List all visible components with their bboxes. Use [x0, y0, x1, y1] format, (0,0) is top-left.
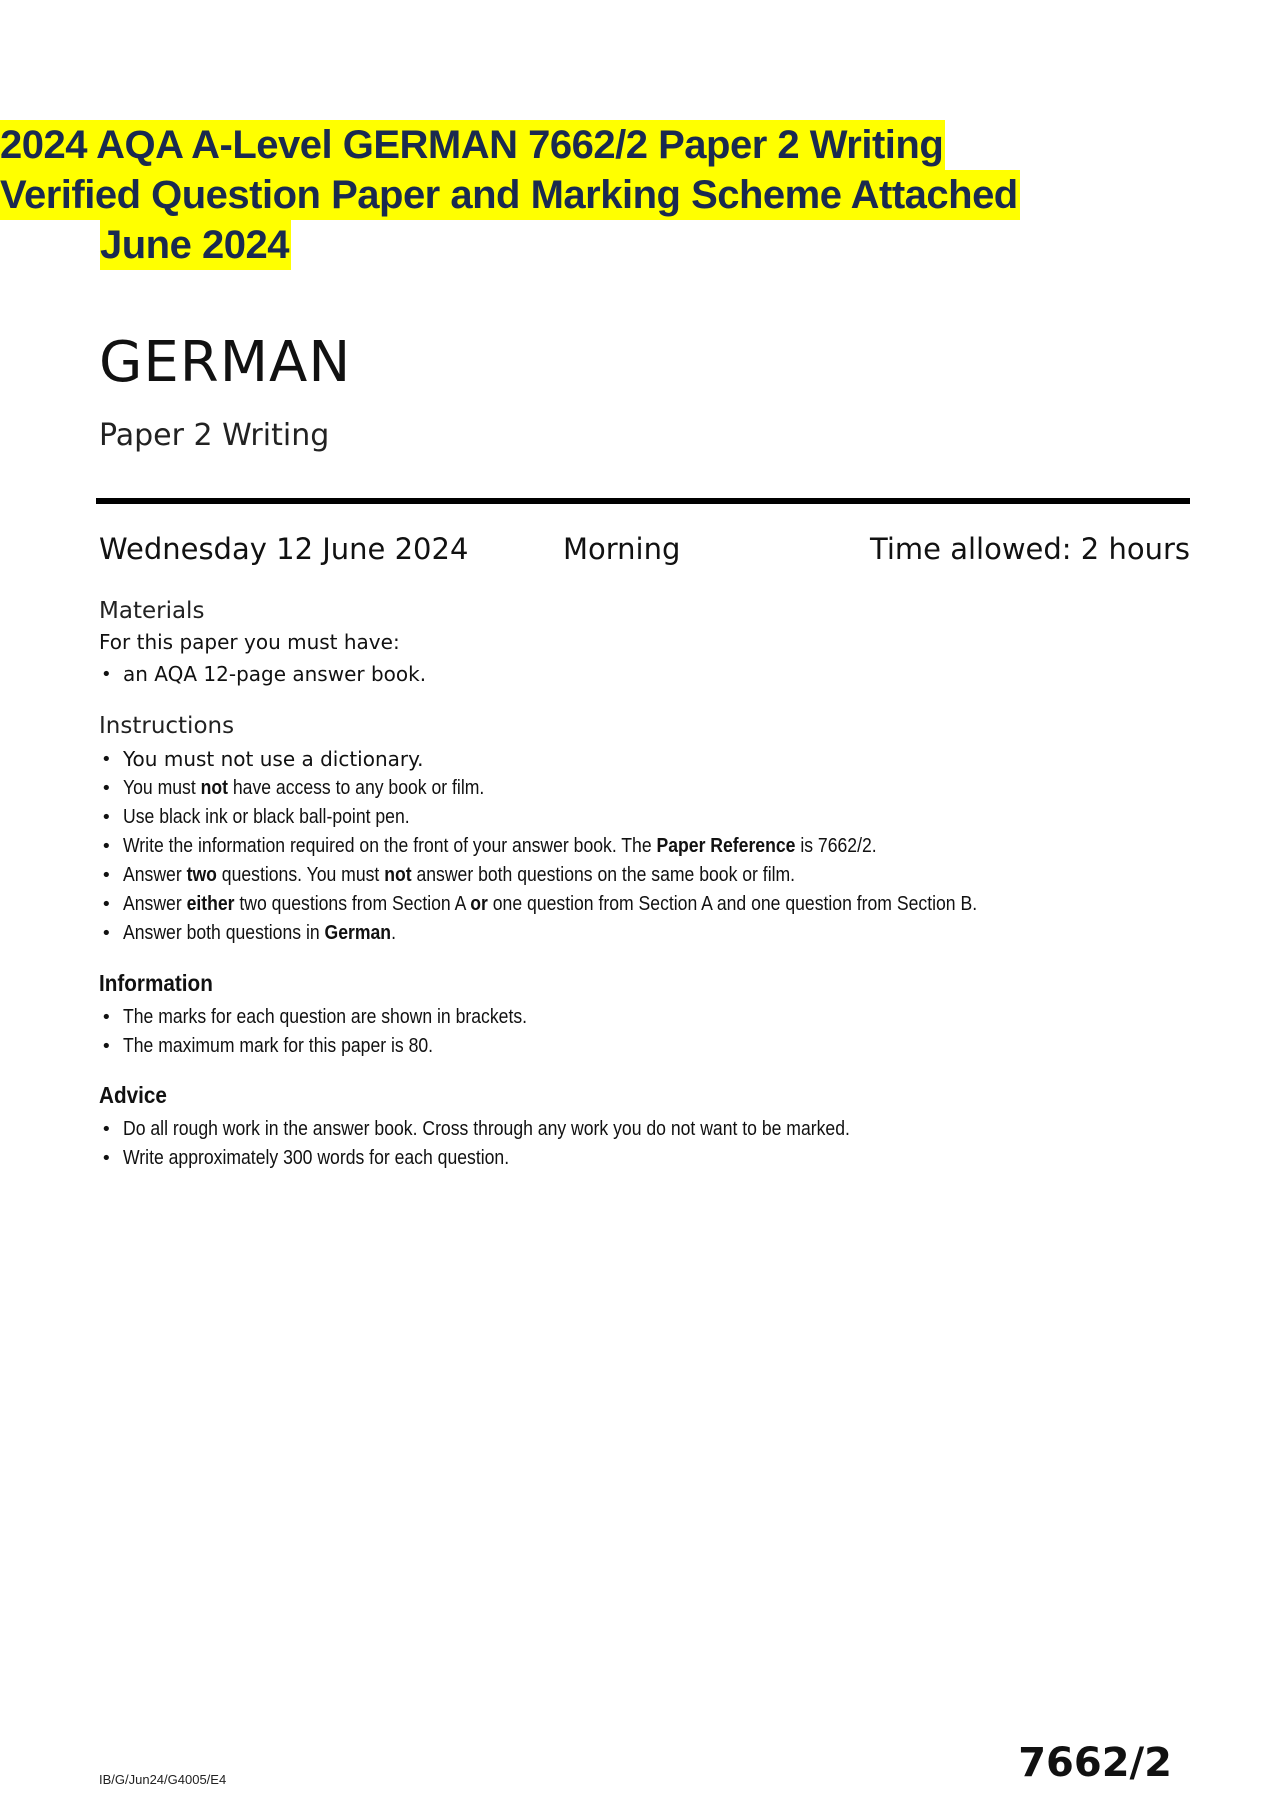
page-title: GERMAN: [99, 330, 352, 395]
instructions-heading: Instructions: [99, 713, 235, 739]
information-list: [99, 1003, 1199, 1061]
advice-heading: Advice: [99, 1082, 167, 1108]
list-item: • You must not use a dictionary.: [99, 745, 1199, 774]
list-item: • an AQA 12-page answer book.: [99, 660, 1199, 689]
page-subtitle: Paper 2 Writing: [99, 418, 330, 453]
advice-list: [99, 1115, 1199, 1173]
advice-section: [99, 1082, 1199, 1173]
list-item: • You must not have access to any book or film.: [99, 774, 1199, 803]
list-item: • The maximum mark for this paper is 80.: [99, 1032, 1199, 1061]
footer-code: IB/G/Jun24/G4005/E4: [99, 1772, 227, 1787]
list-item: • Write approximately 300 words for each question.: [99, 1144, 1199, 1173]
materials-section: [99, 598, 1199, 689]
document-banner: [0, 120, 1020, 270]
list-item: • Answer either two questions from Section A or one question from Section A and one question from Section B.: [99, 890, 1199, 919]
list-item: • Write the information required on the front of your answer book. The Paper Reference is 7662/2.: [99, 832, 1199, 861]
list-item: • The marks for each question are shown in brackets.: [99, 1003, 1199, 1032]
paper-reference: 7662/2: [1018, 1740, 1172, 1786]
materials-list: [99, 660, 1199, 689]
exam-session: Morning: [563, 532, 681, 566]
list-item: • Do all rough work in the answer book. Cross through any work you do not want to be marked.: [99, 1115, 1199, 1144]
banner-line-2: Verified Question Paper and Marking Scheme Attached: [0, 170, 1020, 220]
banner-line-1: 2024 AQA A-Level GERMAN 7662/2 Paper 2 Writing: [0, 120, 945, 170]
instructions-section: [99, 713, 1199, 948]
list-item: • Answer both questions in German.: [99, 919, 1199, 948]
instructions-list: [99, 745, 1199, 948]
exam-date: Wednesday 12 June 2024: [99, 532, 469, 566]
banner-line-3: June 2024: [100, 220, 291, 270]
information-heading: Information: [99, 970, 213, 996]
materials-heading: Materials: [99, 598, 205, 624]
list-item: • Answer two questions. You must not answer both questions on the same book or film.: [99, 861, 1199, 890]
information-section: [99, 970, 1199, 1061]
list-item: • Use black ink or black ball-point pen.: [99, 803, 1199, 832]
time-allowed: Time allowed: 2 hours: [870, 532, 1190, 566]
header-divider: [96, 498, 1190, 504]
materials-intro: For this paper you must have:: [99, 630, 400, 654]
